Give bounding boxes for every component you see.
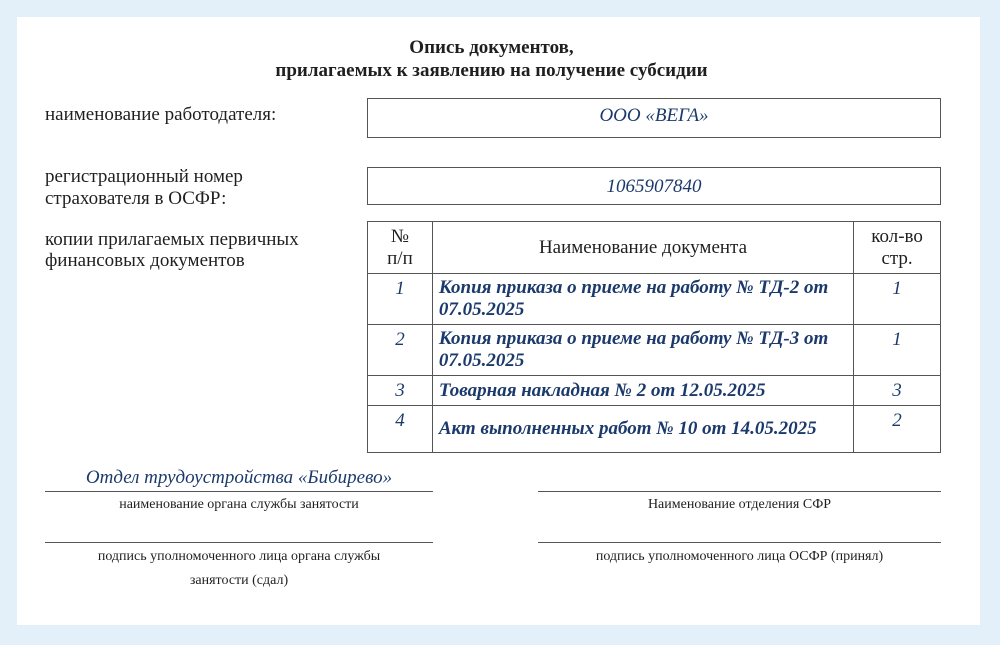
table-row bbox=[368, 274, 941, 325]
documents-table bbox=[367, 221, 941, 453]
employment-signature-caption-line2: занятости (сдал) bbox=[189, 573, 289, 588]
row-doc-name: Товарная накладная № 2 от 12.05.2025 bbox=[432, 376, 853, 406]
sfr-signature-line bbox=[538, 542, 941, 543]
row-num: 4 bbox=[368, 406, 433, 453]
document-title-line1: Опись документов, bbox=[409, 37, 574, 58]
employer-label: наименование работодателя: bbox=[45, 104, 277, 125]
table-row bbox=[368, 376, 941, 406]
row-num: 3 bbox=[368, 376, 433, 406]
row-pages: 1 bbox=[854, 274, 941, 325]
sfr-branch-caption: Наименование отделения СФР bbox=[647, 497, 832, 512]
header-num-line2: п/п bbox=[387, 247, 413, 269]
copies-label-line2: финансовых документов bbox=[45, 250, 245, 271]
employer-field bbox=[367, 98, 941, 138]
employment-office-caption: наименование органа службы занятости bbox=[119, 497, 359, 512]
employer-value: ООО «ВЕГА» bbox=[599, 105, 709, 126]
employment-office-line bbox=[45, 491, 433, 492]
table-row bbox=[368, 406, 941, 453]
header-pages-line2: стр. bbox=[881, 247, 913, 269]
reg-number-field bbox=[367, 167, 941, 205]
header-pages bbox=[854, 222, 941, 274]
row-num: 1 bbox=[368, 274, 433, 325]
header-num bbox=[368, 222, 433, 274]
row-doc-name: Копия приказа о приеме на работу № ТД-2 от 07.05.2025 bbox=[432, 274, 853, 325]
table-row bbox=[368, 325, 941, 376]
row-pages: 3 bbox=[854, 376, 941, 406]
reg-number-label-line1: регистрационный номер bbox=[45, 166, 243, 187]
document-title-line2: прилагаемых к заявлению на получение субсидии bbox=[275, 60, 708, 81]
copies-label-line1: копии прилагаемых первичных bbox=[45, 229, 299, 250]
header-num-line1: № bbox=[390, 225, 409, 247]
employment-signature-line bbox=[45, 542, 433, 543]
reg-number-value: 1065907840 bbox=[606, 176, 702, 197]
row-doc-name: Акт выполненных работ № 10 от 14.05.2025 bbox=[432, 406, 853, 453]
row-num: 2 bbox=[368, 325, 433, 376]
table-header-row bbox=[368, 222, 941, 274]
employment-office-value: Отдел трудоустройства «Бибирево» bbox=[85, 467, 393, 488]
row-pages: 2 bbox=[854, 406, 941, 453]
header-name: Наименование документа bbox=[432, 222, 853, 274]
employment-signature-caption-line1: подпись уполномоченного лица органа службы bbox=[97, 549, 381, 564]
row-doc-name: Копия приказа о приеме на работу № ТД-3 от 07.05.2025 bbox=[432, 325, 853, 376]
header-pages-line1: кол-во bbox=[871, 225, 923, 247]
sfr-branch-line bbox=[538, 491, 941, 492]
row-pages: 1 bbox=[854, 325, 941, 376]
sfr-signature-caption: подпись уполномоченного лица ОСФР (принял) bbox=[595, 549, 884, 564]
reg-number-label-line2: страхователя в ОСФР: bbox=[45, 188, 227, 209]
